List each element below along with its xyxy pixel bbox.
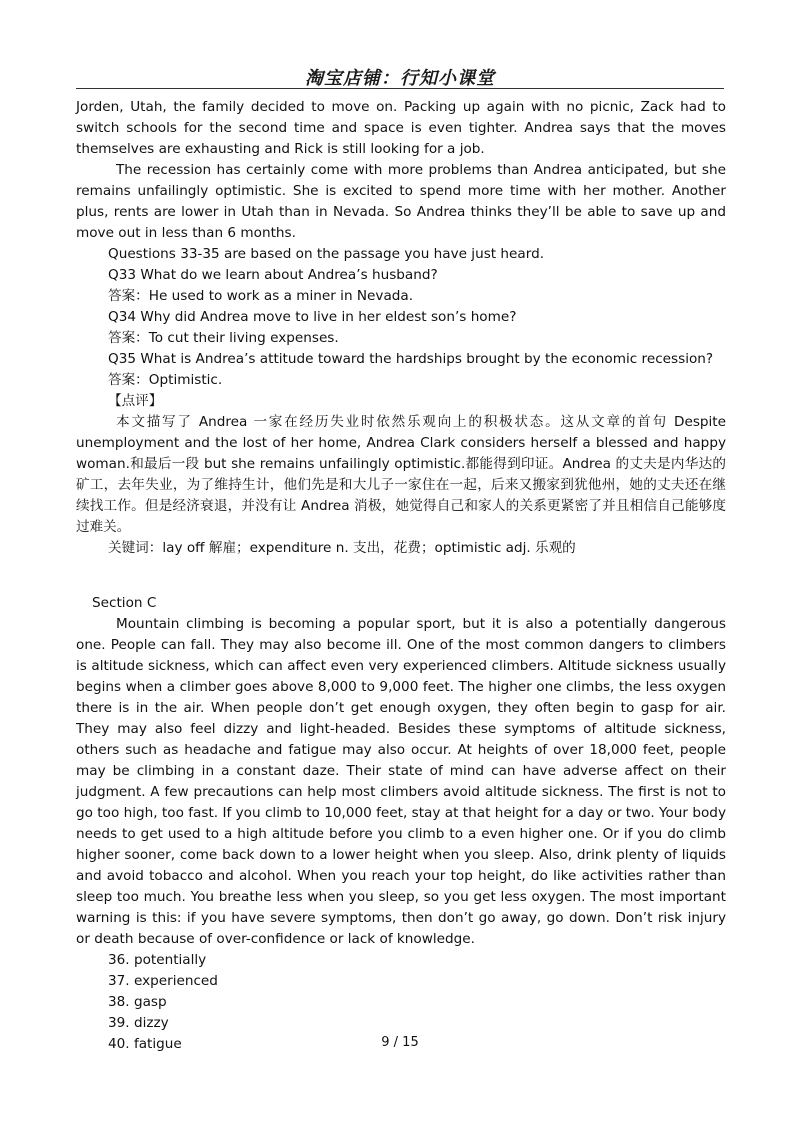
answer-item: 37. experienced: [108, 973, 218, 989]
comment-heading: 【点评】: [108, 393, 163, 409]
page-header-title: 淘宝店铺：行知小课堂: [305, 68, 495, 89]
answer-item: 38. gasp: [108, 994, 167, 1010]
page-number: 9 / 15: [381, 1035, 419, 1050]
question-34: Q34 Why did Andrea move to live in her eldest son’s home?: [108, 309, 517, 325]
answer-item: 40. fatigue: [108, 1036, 182, 1052]
answer-item: 36. potentially: [108, 952, 207, 968]
answer-item: 39. dizzy: [108, 1015, 169, 1031]
section-c-title: Section C: [92, 595, 157, 611]
answer-35: 答案：Optimistic.: [108, 372, 223, 388]
section-c-passage: Mountain climbing is becoming a popular sport, but it is also a potentially dangerous one. People can fall. They may also become ill. One of the most common dangers to climbers is altitude sickness, which can affect even very experienced climbers. Altitude sickness usually begins when a climber goes above 8,000 to 9,000 feet. The higher one climbs, the less oxygen there is in the air. When people don’t get enough oxygen, they often begin to gasp for air. They may also feel dizzy and light-headed. Besides these symptoms of altitude sickness, others such as headache and fatigue may also occur. At heights of over 18,000 feet, people may be climbing in a constant daze. Their state of mind can have adverse affect on their judgment. A few precautions can help most climbers avoid altitude sickness. The first is not to go too high, too fast. If you climb to 10,000 feet, stay at that height for a day or two. Your body needs to get used to a high altitude before you climb to a even higher one. Or if you do climb higher sooner, come back down to a lower height when you sleep. Also, drink plenty of liquids and avoid tobacco and alcohol. When you reach your top height, do like activities rather than sleep too much. You breathe less when you sleep, so you get less oxygen. The most important warning is this: if you have severe symptoms, then don’t go away, go down. Don’t risk injury or death because of over-confidence or lack of knowledge.: [76, 616, 726, 947]
header-divider: [76, 88, 724, 89]
answer-33: 答案：He used to work as a miner in Nevada.: [108, 288, 414, 304]
answer-34: 答案：To cut their living expenses.: [108, 330, 339, 346]
passage-paragraph-2: The recession has certainly come with more problems than Andrea anticipated, but she remains unfailingly optimistic. She is excited to spend more time with her mother. Another plus, rents are lower in Utah than in Nevada. So Andrea thinks they’ll be able to save up and move out in less than 6 months.: [76, 162, 726, 241]
comment-body: 本文描写了 Andrea 一家在经历失业时依然乐观向上的积极状态。这从文章的首句 Despite unemployment and the lost of her home, Andrea Clark considers herself a blessed and happy woman.和最后一段 but she remains unfailingly optimistic.都能得到印证。Andrea 的丈夫是内华达的矿工，去年失业，为了维持生计，他们先是和大儿子一家住在一起，后来又搬家到犹他州，她的丈夫还在继续找工作。但是经济衰退，并没有让 Andrea 消极，她觉得自己和家人的关系更紧密了并且相信自己能够度过难关。: [76, 414, 726, 535]
passage-paragraph-1: Jorden, Utah, the family decided to move on. Packing up again with no picnic, Zack had to switch schools for the second time and space is even tighter. Andrea says that the moves themselves are exhausting and Rick is still looking for a job.: [76, 99, 726, 157]
questions-intro: Questions 33-35 are based on the passage you have just heard.: [108, 246, 545, 262]
keywords-line: 关键词：lay off 解雇；expenditure n. 支出，花费；optimistic adj. 乐观的: [108, 540, 576, 556]
question-33: Q33 What do we learn about Andrea’s husband?: [108, 267, 438, 283]
question-35: Q35 What is Andrea’s attitude toward the hardships brought by the economic recession?: [108, 351, 714, 367]
section-spacer: [76, 559, 726, 593]
page-content: [76, 97, 726, 1055]
